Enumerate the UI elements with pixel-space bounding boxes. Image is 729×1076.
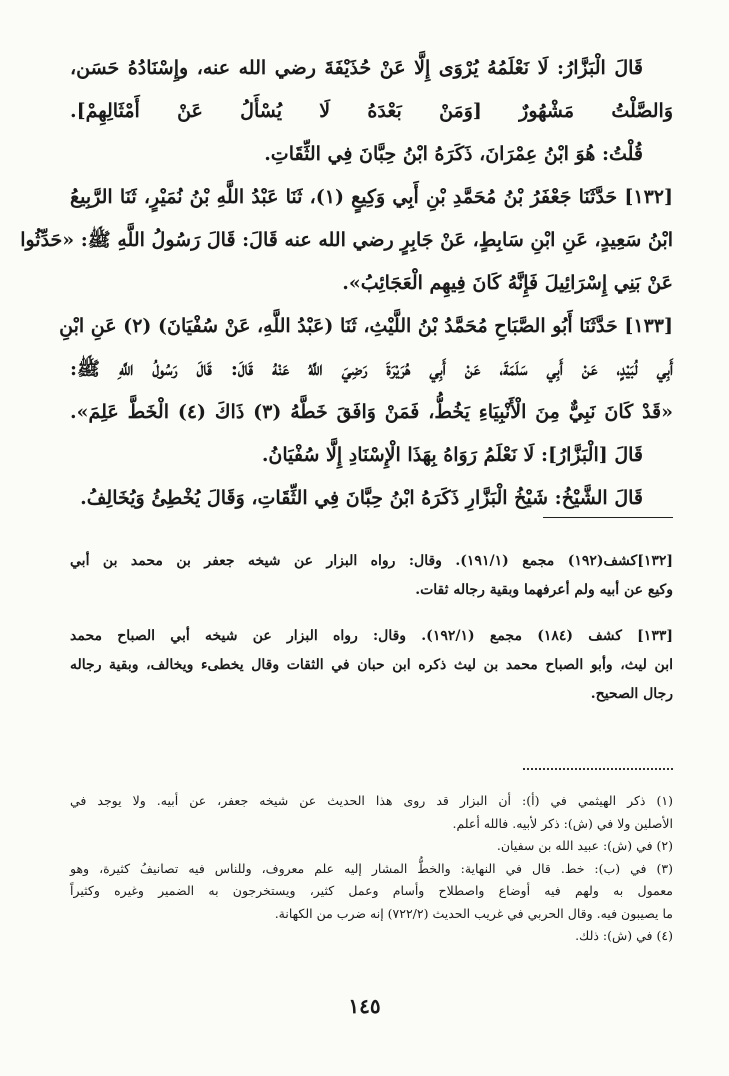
- bazzar-comment-line-2: وَالصَّلْتُ مَشْهُورٌ [وَمَنْ بَعْدَهُ لَا يُسْأَلُ عَنْ أَمْثَالِهِمْ].: [70, 100, 673, 122]
- footnote-4: (٤) في (ش): ذلك.: [575, 928, 673, 943]
- footnote-separator: [523, 768, 673, 770]
- takhrij-132: [70, 547, 673, 605]
- footnote-2: (٢) في (ش): عبيد الله بن سفيان.: [496, 838, 673, 853]
- separator-rule: [543, 517, 673, 518]
- takhrij-132-line-1: [١٣٢]كشف(١٩٢) مجمع (١٩١/١). وقال: رواه البزار عن شيخه جعفر بن محمد بن أبي: [70, 553, 674, 569]
- hadith-132-line-2: ابْنُ سَعِيدٍ، عَنِ ابْنِ سَابِطٍ، عَنْ جَابِرٍ رضي الله عنه قَالَ: قَالَ رَسُولُ اللَّهِ ﷺ: «حَدِّثُوا: [20, 229, 673, 251]
- takhrij-132-line-2: وكيع عن أبيه ولم أعرفهما وبقية رجاله ثقات.: [415, 582, 673, 598]
- hadith-133-line-3: «قَدْ كَانَ نَبِيٌّ مِنَ الْأَنْبِيَاءِ يَخُطُّ، فَمَنْ وَافَقَ خَطَّهُ (٣) ذَاكَ (٤) الْخَطَّ عَلِمَ».: [70, 401, 673, 423]
- takhrij-133-line-3: رجال الصحيح.: [590, 686, 673, 702]
- hadith-133-line-2: أَبِي لُبَيْدٍ، عَنْ أَبِي سَلَمَةَ، عَنْ أَبِي هُرَيْرَةَ رَضِيَ اللَّهُ عَنْهُ قَالَ: قَالَ رَسُولُ اللَّهِ ﷺ:: [70, 358, 673, 380]
- bazzar-comment-133: قَالَ [الْبَزَّارُ]: لَا نَعْلَمُ رَوَاهُ بِهَذَا الْإِسْنَادِ إِلَّا سُفْيَانُ.: [261, 444, 643, 466]
- footnotes: [70, 790, 673, 948]
- author-note: قُلْتُ: هُوَ ابْنُ عِمْرَانَ، ذَكَرَهُ ابْنُ حِبَّانَ فِي الثِّقَاتِ.: [264, 143, 643, 165]
- footnote-1-line-1: (١) ذكر الهيثمي في (أ): أن البزار قد روى هذا الحديث عن شيخه جعفر، عن أبيه. ولا يوجد في: [70, 793, 673, 808]
- hadith-133-text-1: حَدَّثَنَا أَبُو الصَّبَاحِ مُحَمَّدُ بْنُ اللَّيْثِ، ثَنَا (عَبْدُ اللَّهِ، عَنْ سُفْيَانَ) (٢) عَنِ ابْنِ: [59, 315, 618, 337]
- footnote-3-line-3: ما يصيبون فيه. وقال الحربي في غريب الحديث (٧٢٢/٢) إنه ضرب من الكهانة.: [274, 905, 673, 921]
- footnote-3-line-1: (٣) في (ب): خط. قال في النهاية: والخطُّ المشار إليه علم معروف، وللناس فيه تصانيفُ كثيرة، وهو: [70, 860, 673, 876]
- page-number: ١٤٥: [348, 994, 381, 1018]
- hadith-132-line-1: [70, 176, 673, 219]
- bazzar-comment-line-1: قَالَ الْبَزَّارُ: لَا نَعْلَمُهُ يُرْوَى إِلَّا عَنْ حُذَيْفَةَ رضي الله عنه، وإِسْنَادُهُ حَسَن،: [70, 57, 643, 79]
- hadith-132-line-3: عَنْ بَنِي إِسْرَائِيلَ فَإِنَّهُ كَانَ فِيهِم الْعَجَائِبُ».: [342, 272, 673, 294]
- main-text: [20, 47, 673, 520]
- takhrij-133: [70, 622, 673, 709]
- hadith-133-line-1: [59, 305, 673, 348]
- sheikh-comment-133: قَالَ الشَّيْخُ: شَيْخُ الْبَزَّارِ ذَكَرَهُ ابْنُ حِبَّانَ فِي الثِّقَاتِ، وَقَالَ يُخْطِئُ وَيُخَالِفُ.: [80, 487, 643, 509]
- takhrij-133-line-2: ابن ليث، وأبو الصباح محمد بن ليث ذكره ابن حبان في الثقات وقال يخطىء ويخالف، وبقية رجاله: [70, 657, 673, 673]
- footnote-3-line-2: معمول به ولهم فيه أوضاع واصطلاح وأسام وعمل كثير، ويستخرجون به الضمير وغيره وكثيراً: [70, 883, 673, 898]
- footnote-1-line-2: الأصلين ولا في (ش): ذكر لأبيه. فالله أعلم.: [452, 815, 673, 831]
- hadith-132-text-1: حَدَّثَنَا جَعْفَرُ بْنُ مُحَمَّدِ بْنِ أَبِي وَكِيعٍ (١)، ثَنَا عَبْدُ اللَّهِ بْنُ نُمَيْرٍ، ثَنَا الرَّبِيعُ: [70, 186, 618, 208]
- hadith-132-number: [١٣٢]: [624, 186, 673, 208]
- takhrij-133-line-1: [١٣٣] كشف (١٨٤) مجمع (١٩٢/١). وقال: رواه البزار عن شيخه أبي الصباح محمد: [70, 628, 673, 644]
- hadith-133-number: [١٣٣]: [624, 315, 673, 337]
